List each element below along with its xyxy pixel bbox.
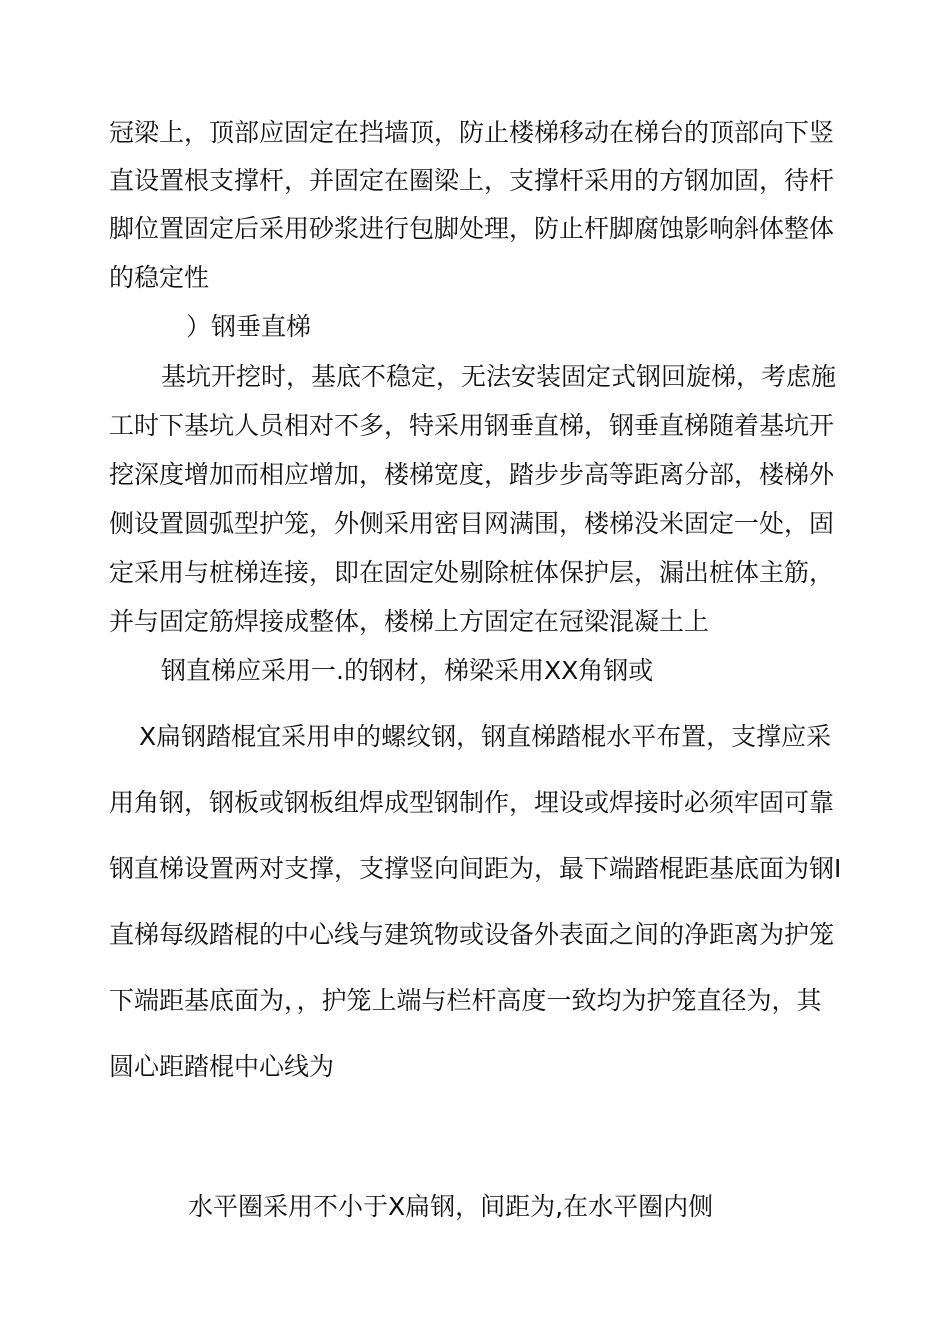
paragraph-line: 用角钢，钢板或钢板组焊成型钢制作，埋设或焊接时必须牢固可靠 xyxy=(109,788,835,817)
paragraph-line: 直梯每级踏棍的中心线与建筑物或设备外表面之间的净距离为护笼 xyxy=(109,920,835,949)
paragraph-line: 水平圈采用不小于X扁钢，间距为,在水平圈内侧 xyxy=(188,1192,714,1221)
paragraph-line: 脚位置固定后采用砂浆进行包脚处理，防止杆脚腐蚀影响斜体整体 xyxy=(109,214,835,243)
paragraph-line: 侧设置圆弧型护笼，外侧采用密目网满围，楼梯没米固定一处，固 xyxy=(109,509,835,538)
paragraph-line: 的稳定性 xyxy=(109,263,210,292)
paragraph-line: X扁钢踏棍宜采用申的螺纹钢，钢直梯踏棍水平布置，支撑应采 xyxy=(139,722,832,751)
paragraph-line: 钢直梯设置两对支撑，支撑竖向间距为，最下端踏棍距基底面为钢I xyxy=(109,854,842,883)
paragraph-line: 冠梁上，顶部应固定在挡墙顶，防止楼梯移动在梯台的顶部向下竖 xyxy=(109,118,835,147)
paragraph-line: 挖深度增加而相应增加，楼梯宽度，踏步步高等距离分部，楼梯外 xyxy=(109,460,835,489)
paragraph-line: 圆心距踏棍中心线为 xyxy=(109,1052,335,1081)
paragraph-line: 下端距基底面为，，护笼上端与栏杆高度一致均为护笼直径为，其 xyxy=(109,986,822,1015)
section-heading: ）钢垂直梯 xyxy=(186,312,312,341)
paragraph-line: 基坑开挖时，基底不稳定，无法安装固定式钢回旋梯，考虑施 xyxy=(161,362,837,391)
paragraph-line: 工时下基坑人员相对不多，特采用钢垂直梯，钢垂直梯随着基坑开 xyxy=(109,411,835,440)
paragraph-line: 并与固定筋焊接成整体，楼梯上方固定在冠梁混凝土上 xyxy=(109,607,710,636)
paragraph-line: 定采用与桩梯连接，即在固定处剔除桩体保护层，漏出桩体主筋， xyxy=(109,558,835,587)
paragraph-line: 钢直梯应采用一.的钢材，梯梁采用XX角钢或 xyxy=(161,656,654,685)
paragraph-line: 直设置根支撑杆，并固定在圈梁上，支撑杆采用的方钢加固，待杆 xyxy=(109,166,835,195)
